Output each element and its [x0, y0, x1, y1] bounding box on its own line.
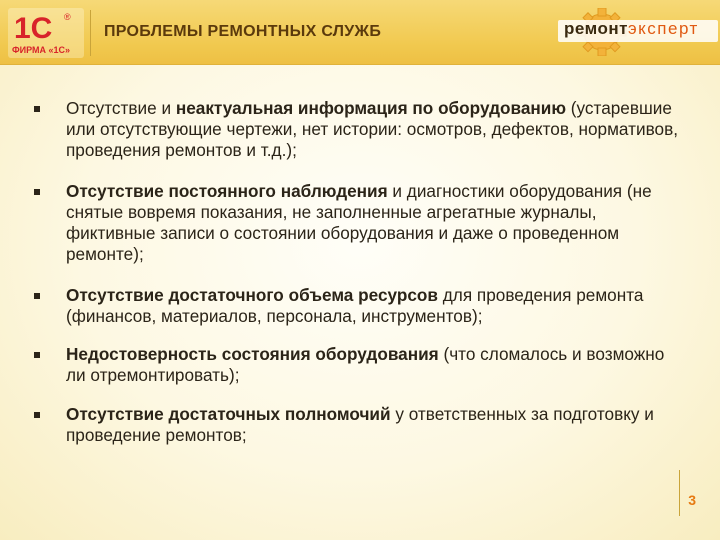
bullet-icon: [34, 106, 40, 112]
list-item: Отсутствие постоянного наблюдения и диагностики оборудования (не снятые вовремя показания, не заполненные агрегатные журналы, фиктивные записи о состоянии оборудования и даже о проведенном ремонте);: [66, 181, 686, 265]
page-number: 3: [688, 492, 696, 508]
bullet-icon: [34, 189, 40, 195]
list-item: Недостоверность состояния оборудования (что сломалось и возможно ли отремонтировать);: [66, 344, 686, 386]
registered-mark: ®: [64, 12, 71, 22]
svg-text:1С: 1С: [14, 12, 53, 45]
page-title: ПРОБЛЕМЫ РЕМОНТНЫХ СЛУЖБ: [104, 23, 382, 40]
bullet-icon: [34, 412, 40, 418]
header-divider: [90, 10, 91, 56]
brand-word-remont: ремонт: [564, 19, 628, 38]
logo-caption: ФИРМА «1С»: [12, 45, 71, 55]
list-item: Отсутствие достаточных полномочий у ответственных за подготовку и проведение ремонтов;: [66, 404, 686, 446]
brand-word-expert: эксперт: [628, 19, 699, 38]
list-item: Отсутствие достаточного объема ресурсов для проведения ремонта (финансов, материалов, персонала, инструментов);: [66, 285, 686, 327]
header-bar: [0, 0, 720, 65]
footer-divider: [679, 470, 680, 516]
list-item: Отсутствие и неактуальная информация по оборудованию (устаревшие или отсутствующие чертежи, нет истории: осмотров, дефектов, нормативов, проведения ремонтов и т.д.);: [66, 98, 686, 161]
bullet-icon: [34, 352, 40, 358]
logo-1c: [8, 8, 84, 58]
bullet-icon: [34, 293, 40, 299]
